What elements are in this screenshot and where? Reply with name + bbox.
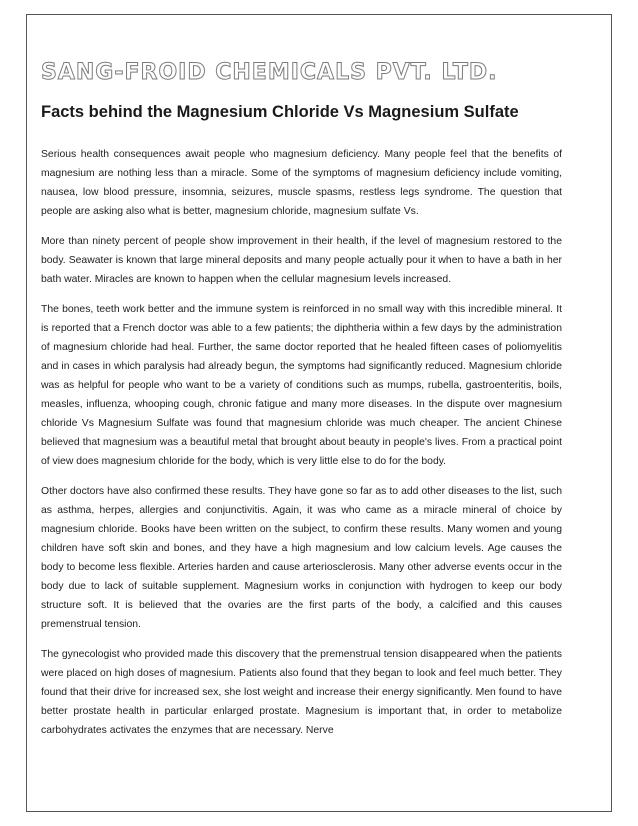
paragraph-1: Serious health consequences await people who magnesium deficiency. Many people feel that the benefits of magnesium are nothing less than a miracle. Some of the symptoms of magnesium deficiency include vomiting, nausea, low blood pressure, insomnia, seizures, muscle spasms, restless legs syndrome. The question that people are asking also what is better, magnesium chloride, magnesium sulfate Vs. [41,149,562,217]
paragraph-5: The gynecologist who provided made this discovery that the premenstrual tension disappeared when the patients were placed on high doses of magnesium. Patients also found that they began to look and feel much better. They found that their drive for increased sex, she lost weight and increase their energy significantly. Men found to have better prostate health in particular enlarged prostate. Magnesium is important that, in order to metabolize carbohydrates activates the enzymes that are necessary. Nerve [41,649,562,736]
company-name: SANG-FROID CHEMICALS PVT. LTD. [41,60,498,85]
paragraph-2: More than ninety percent of people show improvement in their health, if the level of magnesium restored to the body. Seawater is known that large mineral deposits and many people actually pour it when to have a bath in her bath water. Miracles are known to happen when the cellular magnesium levels increased. [41,236,562,285]
article-body [41,145,562,751]
article-title: Facts behind the Magnesium Chloride Vs Magnesium Sulfate [41,103,519,121]
paragraph-4: Other doctors have also confirmed these results. They have gone so far as to add other diseases to the list, such as asthma, herpes, allergies and conjunctivitis. Again, it was who came as a miracle mineral of choice by magnesium chloride. Books have been written on the subject, to confirm these results. Many women and young children have soft skin and bones, and they have a high magnesium and low calcium levels. Age causes the body to become less flexible. Arteries harden and cause arteriosclerosis. Many other adverse events occur in the body due to lack of suitable supplement. Magnesium works in conjunction with hydrogen to keep our body structure soft. It is believed that the ovaries are the first parts of the body, a calcified and this causes premenstrual tension. [41,486,562,630]
paragraph-3: The bones, teeth work better and the immune system is reinforced in no small way with this incredible mineral. It is reported that a French doctor was able to a few patients; the diphtheria within a few days by the administration of magnesium chloride had heal. Further, the same doctor reported that he healed fifteen cases of poliomyelitis and in cases in which paralysis had already begun, the symptoms had significantly reduced. Magnesium chloride was as helpful for people who want to be a variety of conditions such as mumps, rubella, gastroenteritis, boils, measles, influenza, whooping cough, chronic fatigue and many more diseases. In the dispute over magnesium chloride Vs Magnesium Sulfate was found that magnesium chloride was much cheaper. The ancient Chinese believed that magnesium was a beautiful metal that brought about beauty in people's lives. From a practical point of view does magnesium chloride for the body, which is very little else to do for the body. [41,304,562,467]
